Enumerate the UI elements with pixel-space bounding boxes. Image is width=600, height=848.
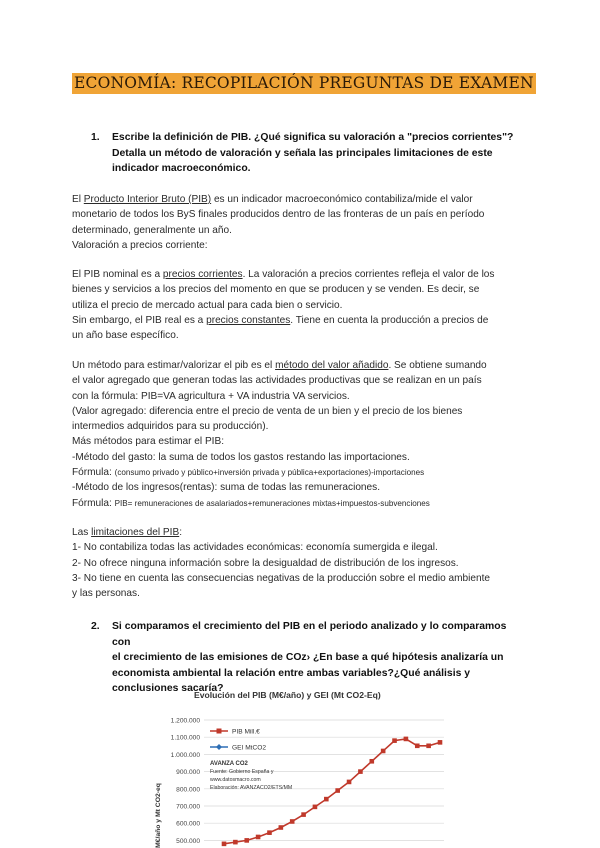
y-tick-label: 600.000 [176, 820, 200, 828]
pib-data-point [347, 780, 352, 785]
question-line: el crecimiento de las emisiones de COz› ¿En base a qué hipótesis analizaría un [112, 652, 504, 663]
pib-data-point [279, 825, 284, 830]
y-axis-label: M€/año y Mt CO2-eq [155, 783, 162, 848]
pib-data-point [256, 835, 261, 840]
pib-data-point [233, 840, 238, 845]
answer-1-method [72, 358, 532, 511]
pib-data-point [290, 819, 295, 824]
source-note: Elaboración: AVANZACO2/ETS/MM [210, 785, 293, 791]
question-number: 2. [91, 621, 100, 632]
text: Las [72, 527, 92, 538]
text: El PIB nominal es a [72, 269, 163, 280]
page-title: ECONOMÍA: RECOPILACIÓN PREGUNTAS DE EXAMEN [74, 74, 534, 92]
pib-data-point [438, 740, 443, 745]
text: Valoración a precios corriente: [72, 239, 208, 251]
question-line: Si comparamos el crecimiento del PIB en el periodo analizado y lo comparamos con [112, 621, 507, 648]
question-number: 1. [91, 132, 100, 143]
chart-title: Evolución del PIB (M€/año) y GEI (Mt CO2-Eq) [194, 690, 381, 700]
text: bienes y servicios a los precios del momento en que se producen y se venden. Es decir, se [72, 284, 480, 296]
pib-data-point [301, 812, 306, 817]
limitaciones-link: limitaciones del PIB [91, 527, 180, 538]
text: : [179, 527, 182, 538]
source-note: www.datosmacro.com [210, 777, 261, 783]
question-line: conclusiones sacaría? [112, 683, 224, 694]
text: -Método del gasto: la suma de todos los gastos restando las importaciones. [72, 451, 410, 463]
pib-data-point [381, 749, 386, 754]
answer-1-definition [72, 192, 532, 253]
pib-data-point [358, 769, 363, 774]
text: intermedios adquiridos para su producción). [72, 421, 269, 433]
text: (Valor agregado: diferencia entre el precio de venta de un bien y el precio de los bienes [72, 405, 463, 417]
text: Fórmula: [72, 497, 115, 509]
pib-data-point [324, 797, 329, 802]
legend-marker [217, 729, 222, 734]
text: determinado, generalmente un año. [72, 224, 232, 236]
text: es un indicador macroeconómico contabiliza/mide el valor [211, 194, 473, 205]
text: -Método de los ingresos(rentas): suma de todas las remuneraciones. [72, 482, 381, 494]
y-tick-label: 1.200.000 [170, 717, 200, 725]
pib-data-point [313, 805, 318, 810]
pib-data-point [369, 759, 374, 764]
question-line: Detalla un método de valoración y señala las principales limitaciones de este [112, 147, 493, 159]
question-2 [91, 619, 521, 697]
pib-data-point [222, 842, 227, 847]
question-line: Escribe la definición de PIB. ¿Qué significa su valoración a "precios corrientes"? [112, 132, 514, 143]
pib-link: Producto Interior Bruto (PIB) [83, 194, 212, 205]
text: El [72, 194, 84, 205]
text: y las personas. [72, 588, 140, 600]
answer-1-prices [72, 267, 532, 343]
y-tick-label: 1.100.000 [170, 734, 200, 742]
text: . La valoración a precios corrientes refleja el valor de los [242, 269, 495, 280]
text: Fórmula: [72, 467, 115, 479]
text: monetario de todos los ByS finales producidos dentro de las fronteras de un país en período [72, 209, 485, 221]
y-tick-label: 900.000 [176, 769, 200, 777]
pib-data-point [244, 838, 249, 843]
question-1 [91, 130, 521, 177]
text: 3- No tiene en cuenta las consecuencias negativas de la producción sobre el medio ambiente [72, 572, 491, 584]
legend-label: GEI MtCO2 [232, 744, 267, 752]
source-note: Fuente: Gobierno España y [210, 769, 274, 775]
pib-data-point [267, 830, 272, 835]
text: un año base específico. [72, 330, 179, 342]
chart-svg [152, 690, 452, 848]
y-tick-label: 800.000 [176, 786, 200, 794]
answer-1-limitations [72, 525, 532, 601]
text: Un método para estimar/valorizar el pib es el [72, 360, 276, 371]
text: Más métodos para estimar el PIB: [72, 436, 225, 448]
legend-marker [216, 744, 222, 750]
legend-label: PIB Mill.€ [232, 728, 260, 736]
formula-small: PIB= remuneraciones de asalariados+remuneraciones mixtas+impuestos-subvenciones [114, 498, 430, 508]
text: 1- No contabiliza todas las actividades económicas: economía sumergida e ilegal. [72, 542, 438, 554]
y-tick-label: 500.000 [176, 837, 200, 845]
source-note: AVANZA CO2 [210, 761, 248, 767]
pib-data-point [426, 744, 431, 749]
valor-anadido-link: método del valor añadido [275, 360, 389, 371]
pib-data-point [392, 738, 397, 743]
pib-data-point [404, 737, 409, 742]
text: 2- No ofrece ninguna información sobre la desigualdad de distribución de los ingresos. [72, 557, 459, 569]
question-line: economista ambiental la relación entre ambas variables?¿Qué análisis y [112, 667, 471, 679]
text: Sin embargo, el PIB real es a [72, 314, 207, 326]
pib-data-point [415, 744, 420, 749]
text: el valor agregado que generan todas las actividades productivas que se realizan en un país [72, 375, 482, 387]
text: con la fórmula: PIB=VA agricultura + VA industria VA servicios. [72, 390, 350, 402]
text: . Tiene en cuenta la producción a precios de [290, 314, 489, 326]
pib-data-point [335, 788, 340, 793]
y-tick-label: 1.000.000 [170, 751, 200, 759]
pib-gei-chart [152, 690, 452, 848]
text: . Se obtiene sumando [388, 360, 487, 371]
question-line: indicador macroeconómico. [112, 163, 251, 174]
precios-corrientes-link: precios corrientes [162, 269, 243, 280]
formula-small: (consumo privado y público+inversión privada y pública+exportaciones)-importaciones [114, 468, 425, 478]
y-tick-label: 700.000 [176, 803, 200, 811]
precios-constantes-link: precios constantes [206, 314, 291, 326]
text: utiliza el precio de mercado actual para cada bien o servicio. [72, 299, 343, 311]
